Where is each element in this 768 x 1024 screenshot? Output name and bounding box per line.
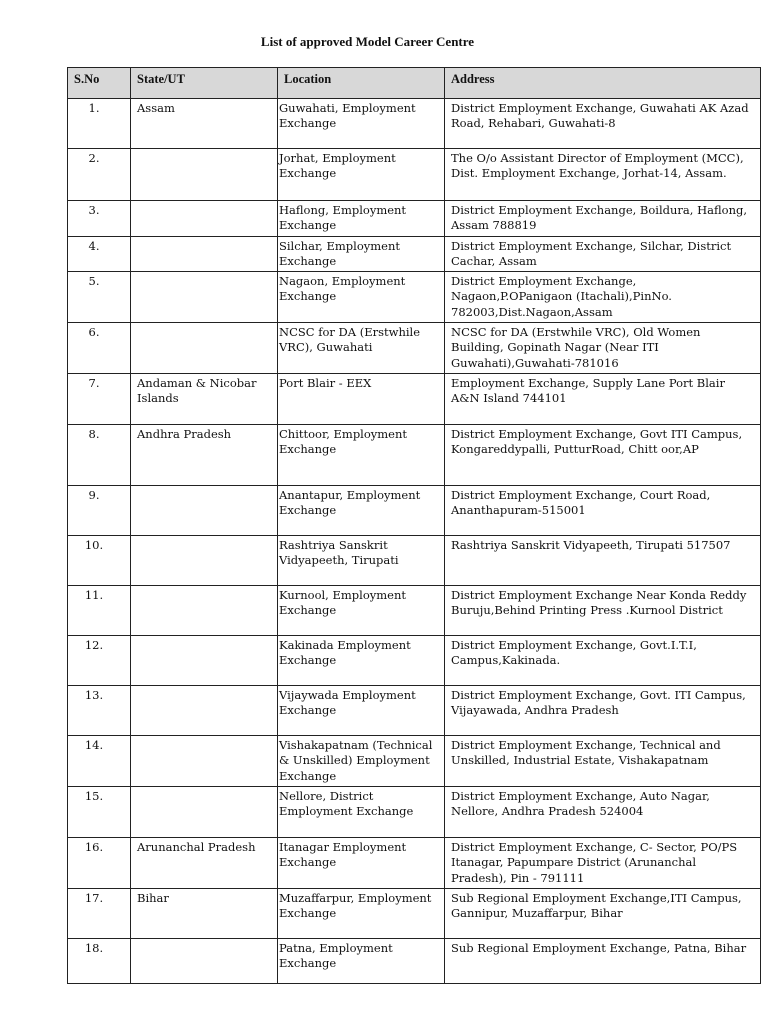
table-row	[68, 636, 761, 686]
table-row	[68, 837, 761, 888]
cell-sno: 3.	[68, 201, 131, 237]
cell-state: Bihar	[131, 888, 278, 938]
cell-sno: 17.	[68, 888, 131, 938]
cell-state	[131, 323, 278, 374]
cell-address: District Employment Exchange, Boildura, Haflong, Assam 788819	[445, 201, 761, 237]
cell-sno: 15.	[68, 786, 131, 837]
table-row	[68, 536, 761, 586]
cell-sno: 5.	[68, 272, 131, 323]
table-row	[68, 272, 761, 323]
cell-sno: 14.	[68, 736, 131, 787]
cell-state: Andaman & Nicobar Islands	[131, 374, 278, 425]
cell-location: Vijaywada Employment Exchange	[278, 686, 445, 736]
table-row	[68, 323, 761, 374]
cell-state	[131, 201, 278, 237]
cell-address: The O/o Assistant Director of Employment (MCC), Dist. Employment Exchange, Jorhat-14, Assam.	[445, 149, 761, 201]
table-row	[68, 425, 761, 486]
cell-address: Sub Regional Employment Exchange, Patna, Bihar	[445, 938, 761, 983]
cell-state	[131, 938, 278, 983]
cell-state	[131, 149, 278, 201]
cell-location: Jorhat, Employment Exchange	[278, 149, 445, 201]
page-title: List of approved Model Career Centre	[260, 34, 475, 49]
cell-location: Nagaon, Employment Exchange	[278, 272, 445, 323]
cell-address: District Employment Exchange, Govt.I.T.I, Campus,Kakinada.	[445, 636, 761, 686]
cell-address: District Employment Exchange, Court Road, Ananthapuram-515001	[445, 486, 761, 536]
cell-address: District Employment Exchange, C- Sector, PO/PS Itanagar, Papumpare District (Arunanchal Pradesh), Pin - 791111	[445, 837, 761, 888]
cell-location: Kurnool, Employment Exchange	[278, 586, 445, 636]
cell-address: Sub Regional Employment Exchange,ITI Campus, Gannipur, Muzaffarpur, Bihar	[445, 888, 761, 938]
cell-sno: 2.	[68, 149, 131, 201]
cell-address: Employment Exchange, Supply Lane Port Blair A&N Island 744101	[445, 374, 761, 425]
cell-state: Arunanchal Pradesh	[131, 837, 278, 888]
cell-address: District Employment Exchange, Technical and Unskilled, Industrial Estate, Vishakapatnam	[445, 736, 761, 787]
table-row	[68, 736, 761, 787]
table-row	[68, 149, 761, 201]
cell-address: Rashtriya Sanskrit Vidyapeeth, Tirupati 517507	[445, 536, 761, 586]
table-row	[68, 99, 761, 149]
table-row	[68, 686, 761, 736]
cell-address: District Employment Exchange, Govt ITI Campus, Kongareddypalli, PutturRoad, Chitt oor,AP	[445, 425, 761, 486]
cell-sno: 1.	[68, 99, 131, 149]
cell-sno: 7.	[68, 374, 131, 425]
cell-location: Silchar, Employment Exchange	[278, 236, 445, 272]
cell-location: Patna, Employment Exchange	[278, 938, 445, 983]
cell-sno: 4.	[68, 236, 131, 272]
table-row	[68, 888, 761, 938]
table-row	[68, 586, 761, 636]
cell-location: Kakinada Employment Exchange	[278, 636, 445, 686]
cell-state: Assam	[131, 99, 278, 149]
cell-sno: 6.	[68, 323, 131, 374]
cell-location: Guwahati, Employment Exchange	[278, 99, 445, 149]
cell-state	[131, 536, 278, 586]
cell-sno: 9.	[68, 486, 131, 536]
cell-location: Itanagar Employment Exchange	[278, 837, 445, 888]
table-row	[68, 938, 761, 983]
table-row	[68, 236, 761, 272]
cell-address: District Employment Exchange, Nagaon,P.OPanigaon (Itachali),PinNo. 782003,Dist.Nagaon,Assam	[445, 272, 761, 323]
cell-state	[131, 486, 278, 536]
cell-location: Chittoor, Employment Exchange	[278, 425, 445, 486]
cell-address: NCSC for DA (Erstwhile VRC), Old Women Building, Gopinath Nagar (Near ITI Guwahati),Guwahati-781016	[445, 323, 761, 374]
cell-location: Haflong, Employment Exchange	[278, 201, 445, 237]
column-header-address: Address	[445, 68, 761, 99]
cell-address: District Employment Exchange, Silchar, District Cachar, Assam	[445, 236, 761, 272]
cell-sno: 11.	[68, 586, 131, 636]
column-header-location: Location	[278, 68, 445, 99]
cell-state: Andhra Pradesh	[131, 425, 278, 486]
table-row	[68, 486, 761, 536]
cell-sno: 8.	[68, 425, 131, 486]
cell-address: District Employment Exchange Near Konda Reddy Buruju,Behind Printing Press .Kurnool District	[445, 586, 761, 636]
cell-state	[131, 236, 278, 272]
table-row	[68, 786, 761, 837]
cell-address: District Employment Exchange, Govt. ITI Campus, Vijayawada, Andhra Pradesh	[445, 686, 761, 736]
table-row	[68, 201, 761, 237]
table-header-row	[68, 68, 761, 99]
cell-sno: 12.	[68, 636, 131, 686]
cell-state	[131, 686, 278, 736]
cell-sno: 18.	[68, 938, 131, 983]
table-row	[68, 374, 761, 425]
cell-state	[131, 786, 278, 837]
cell-sno: 16.	[68, 837, 131, 888]
cell-location: Port Blair - EEX	[278, 374, 445, 425]
cell-location: Muzaffarpur, Employment Exchange	[278, 888, 445, 938]
career-centre-table	[67, 67, 761, 984]
cell-location: Nellore, District Employment Exchange	[278, 786, 445, 837]
cell-address: District Employment Exchange, Guwahati AK Azad Road, Rehabari, Guwahati-8	[445, 99, 761, 149]
column-header-sno: S.No	[68, 68, 131, 99]
cell-state	[131, 736, 278, 787]
cell-location: NCSC for DA (Erstwhile VRC), Guwahati	[278, 323, 445, 374]
cell-state	[131, 636, 278, 686]
cell-address: District Employment Exchange, Auto Nagar, Nellore, Andhra Pradesh 524004	[445, 786, 761, 837]
column-header-state: State/UT	[131, 68, 278, 99]
cell-sno: 10.	[68, 536, 131, 586]
cell-state	[131, 272, 278, 323]
cell-location: Anantapur, Employment Exchange	[278, 486, 445, 536]
cell-state	[131, 586, 278, 636]
cell-location: Vishakapatnam (Technical & Unskilled) Employment Exchange	[278, 736, 445, 787]
cell-location: Rashtriya Sanskrit Vidyapeeth, Tirupati	[278, 536, 445, 586]
cell-sno: 13.	[68, 686, 131, 736]
